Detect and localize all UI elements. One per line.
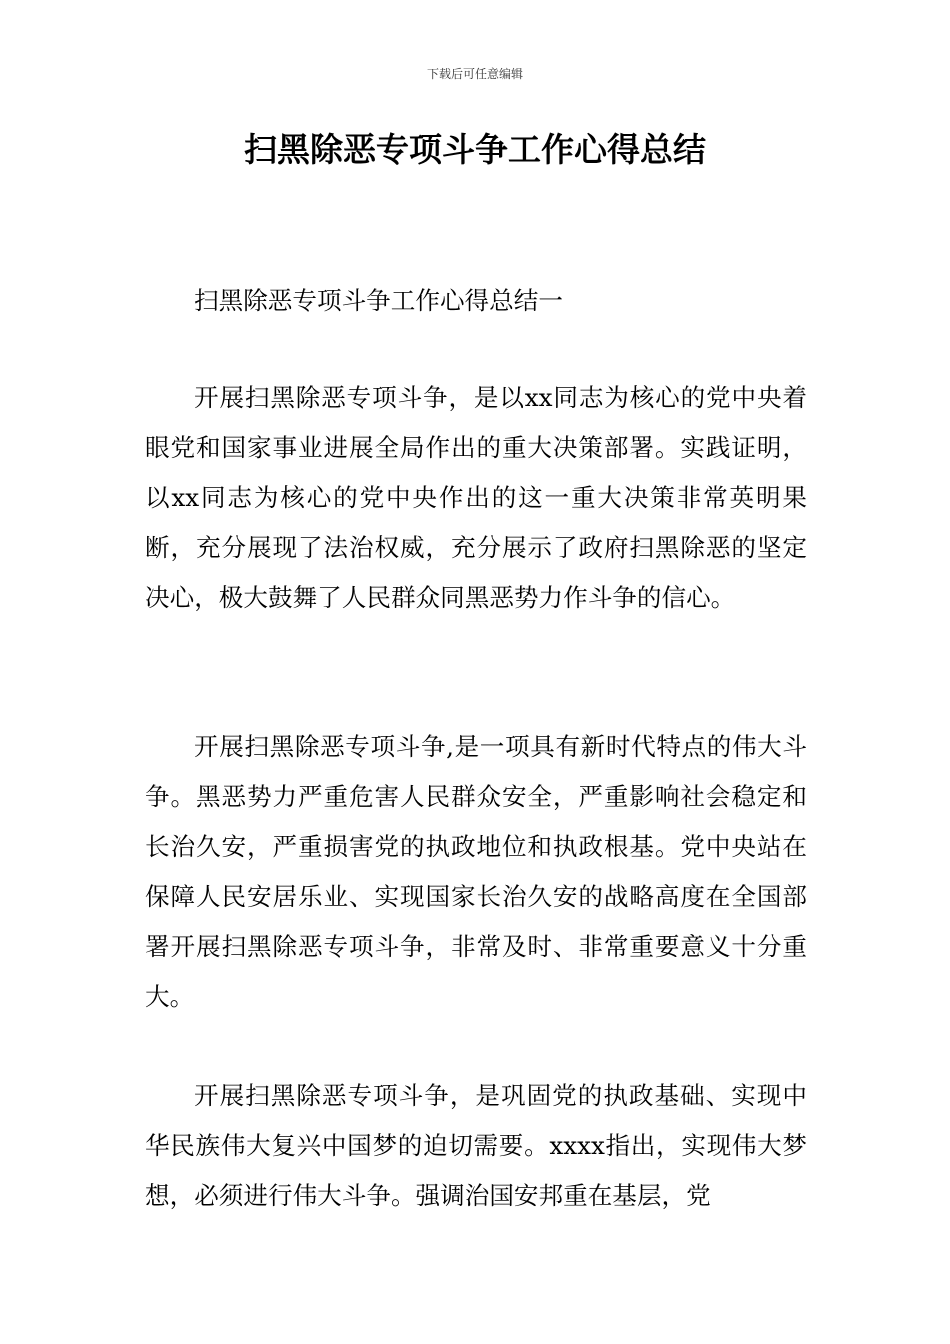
paragraph-3: 开展扫黑除恶专项斗争，是巩固党的执政基础、实现中华民族伟大复兴中国梦的迫切需要。xxxx指出，实现伟大梦想，必须进行伟大斗争。强调治国安邦重在基层，党: [145, 1081, 807, 1210]
header-note: 下载后可任意编辑: [426, 67, 523, 81]
paragraph-2: 开展扫黑除恶专项斗争,是一项具有新时代特点的伟大斗争。黑恶势力严重危害人民群众安全，严重影响社会稳定和长治久安，严重损害党的执政地位和执政根基。党中央站在保障人民安居乐业、实现国家长治久安的战略高度在全国部署开展扫黑除恶专项斗争，非常及时、非常重要意义十分重大。: [145, 732, 807, 1011]
paragraph-1: 开展扫黑除恶专项斗争，是以xx同志为核心的党中央着眼党和国家事业进展全局作出的重大决策部署。实践证明，以xx同志为核心的党中央作出的这一重大决策非常英明果断，充分展现了法治权威，充分展示了政府扫黑除恶的坚定决心，极大鼓舞了人民群众同黑恶势力作斗争的信心。: [145, 383, 807, 612]
section-heading: 扫黑除恶专项斗争工作心得总结一: [194, 286, 563, 315]
document-title: 扫黑除恶专项斗争工作心得总结: [244, 130, 706, 169]
